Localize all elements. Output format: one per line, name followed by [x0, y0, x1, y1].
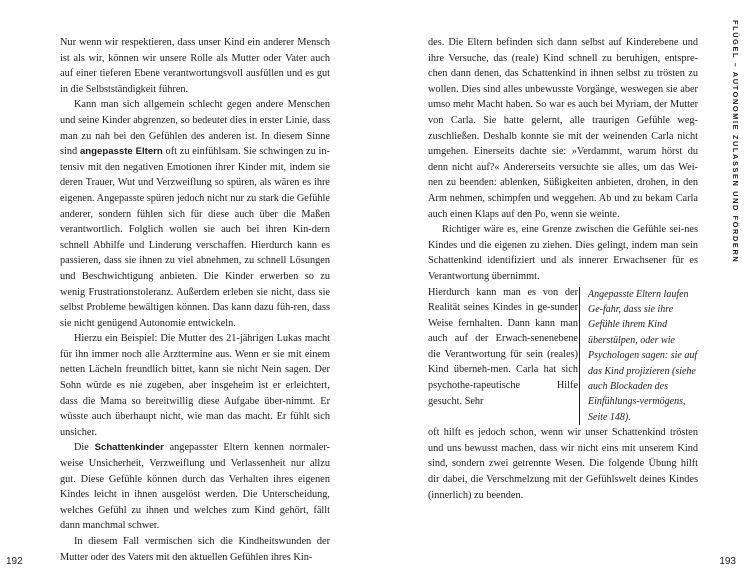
right-paragraph-3-wrapped: Hierdurch kann man es von der Realität seines Kindes in ge-sunder Weise fernhalten. Dann kann man auch auf der Erwach-senenebene die Verantwortung für sein (reales) Kind überneh-men. Carla hat sich psychothe-rapeutische Hilfe gesucht. Sehr — [428, 286, 578, 407]
right-paragraph-3-continued: oft hilft es jedoch schon, wenn wir unser Schattenkind trösten und uns bewusst machen, dass wir nicht eins mit unserem Kind sind, sondern zwei getrennte Wesen. Die folgende Übung hilft dir dabei, die Verschmelzung mit der Gefühlswelt deines Kindes (innerlich) zu beenden. — [428, 427, 698, 501]
left-paragraph-5: In diesem Fall vermischen sich die Kindheitswunden der Mutter oder des Vaters mit den aktuellen Gefühlen ihres Kin- — [60, 536, 330, 563]
right-paragraph-2: Richtiger wäre es, eine Grenze zwischen die Gefühle sei-nes Kindes und die eigenen zu ziehen. Dies gelingt, indem man sein Schattenkind identifiziert und als innerer Erwachsener für es Verantwortung übernimmt. — [428, 224, 698, 282]
left-text-column — [60, 35, 330, 565]
term-schattenkinder: Schattenkinder — [94, 442, 164, 454]
left-paragraph-1: Nur wenn wir respektieren, dass unser Kind ein anderer Mensch ist als wir, können wir unsere Rolle als Mutter oder Vater auch auf einer tieferen Ebene verantwortungsvoll ausfüllen und es gut in die Selbstständigkeit führen. — [60, 37, 330, 95]
page-number-left: 192 — [6, 556, 23, 567]
right-page — [375, 0, 750, 583]
left-paragraph-4 — [60, 440, 330, 534]
running-head: FLÜGEL – AUTONOMIE ZULASSEN UND FÖRDERN — [731, 20, 740, 264]
right-paragraph-1: des. Die Eltern befinden sich dann selbst auf Kinderebene und ihre Versuche, das (reale) Kind schnell zu beruhigen, entspre-chen dann denen, das Schattenkind in ihnen selbst zu trösten zu wollen. Dies sind alles unbewusste Vorgänge, weswegen sie aber umso mehr Macht haben. So war es auch bei Myriam, der Mutter von Carla. Sie hatte gelernt, alle traurigen Gefühle weg-zuschließen. Deshalb konnte sie mit der weinenden Carla nicht umgehen. Einerseits dachte sie: »Verdammt, warum hörst du denn nicht auf?« Andererseits versuchte sie alles, um das Wei-nen zu beenden: ablenken, Süßigkeiten anbieten, drohen, in den Arm nehmen, schimpfen und weggehen. Ab und zu bekam Carla auch einen Klaps auf den Po, wenn sie weinte. — [428, 37, 698, 220]
left-paragraph-2-start: Kann man sich allgemein schlecht gegen andere Menschen und seine Kinder abgrenzen, so bedeutet dies in erster Linie, dass man zu nah bei den Gefühlen des anderen ist. In diesem Sinne sind — [60, 99, 330, 158]
right-text-column — [428, 35, 698, 503]
pull-quote: Angepasste Eltern laufen Ge-fahr, dass sie ihre Gefühle ihrem Kind überstülpen, oder wie Psychologen sagen: sie auf das Kind projizieren (siehe auch Blockaden des Einfühlungs-vermögens, Seite 148). — [579, 287, 698, 426]
left-paragraph-4-rest: angepasster Eltern kennen normaler-weise Unsicherheit, Verzweiflung und Verlassenheit nur allzu gut. Diese Gefühle können durch das Verhalten ihres eigenen Kindes leicht in ihnen ausgelöst werden. Die Unterscheidung, welches Gefühl zu ihnen und welches zum Kind gehört, fällt dann manchmal schwer. — [60, 442, 330, 532]
left-paragraph-2-rest: oft zu einfühlsam. Sie schwingen zu in-tensiv mit den negativen Emotionen ihrer Kinder mit, indem sie deren Trauer, Wut und Verzweiflung so spüren, als wären es ihre eigenen. Angepasste spüren jedoch nicht nur zu stark die Gefühle anderer, sondern fühlen sich für diese auch über die Maßen verantwortlich. Folglich wollen sie auch bei ihren Kin-dern schnell Abhilfe und Linderung verschaffen. Hierdurch kann es passieren, dass sie ihnen zu viel abnehmen, zu schnell Lösungen und Beschwichtigung anbieten. Die Kinder erwerben so zu wenig Frustrationstoleranz. Außerdem erleben sie nicht, dass sie selbst Probleme bewältigen können. Das kann dazu füh-ren, dass sie nicht genügend Autonomie entwickeln. — [60, 146, 330, 329]
left-paragraph-4-start: Die — [74, 442, 89, 454]
page-number-right: 193 — [719, 556, 736, 567]
left-paragraph-2 — [60, 97, 330, 331]
text-with-pullquote — [428, 285, 698, 426]
left-paragraph-3: Hierzu ein Beispiel: Die Mutter des 21-jährigen Lukas macht für ihn immer noch alle Arzttermine aus. Wenn er sie mit einem netten Lächeln freundlich bittet, kann sie nicht Nein sagen. Der Sohn würde es nie zugeben, aber insgeheim ist er erleichtert, dass die Mama so bereitwillig diese Aufgabe über-nimmt. Er wüsste auch überhaupt nicht, wie man das macht. Er fühlt sich unsicher. — [60, 333, 330, 438]
term-angepasste-eltern: angepasste Eltern — [79, 146, 163, 158]
